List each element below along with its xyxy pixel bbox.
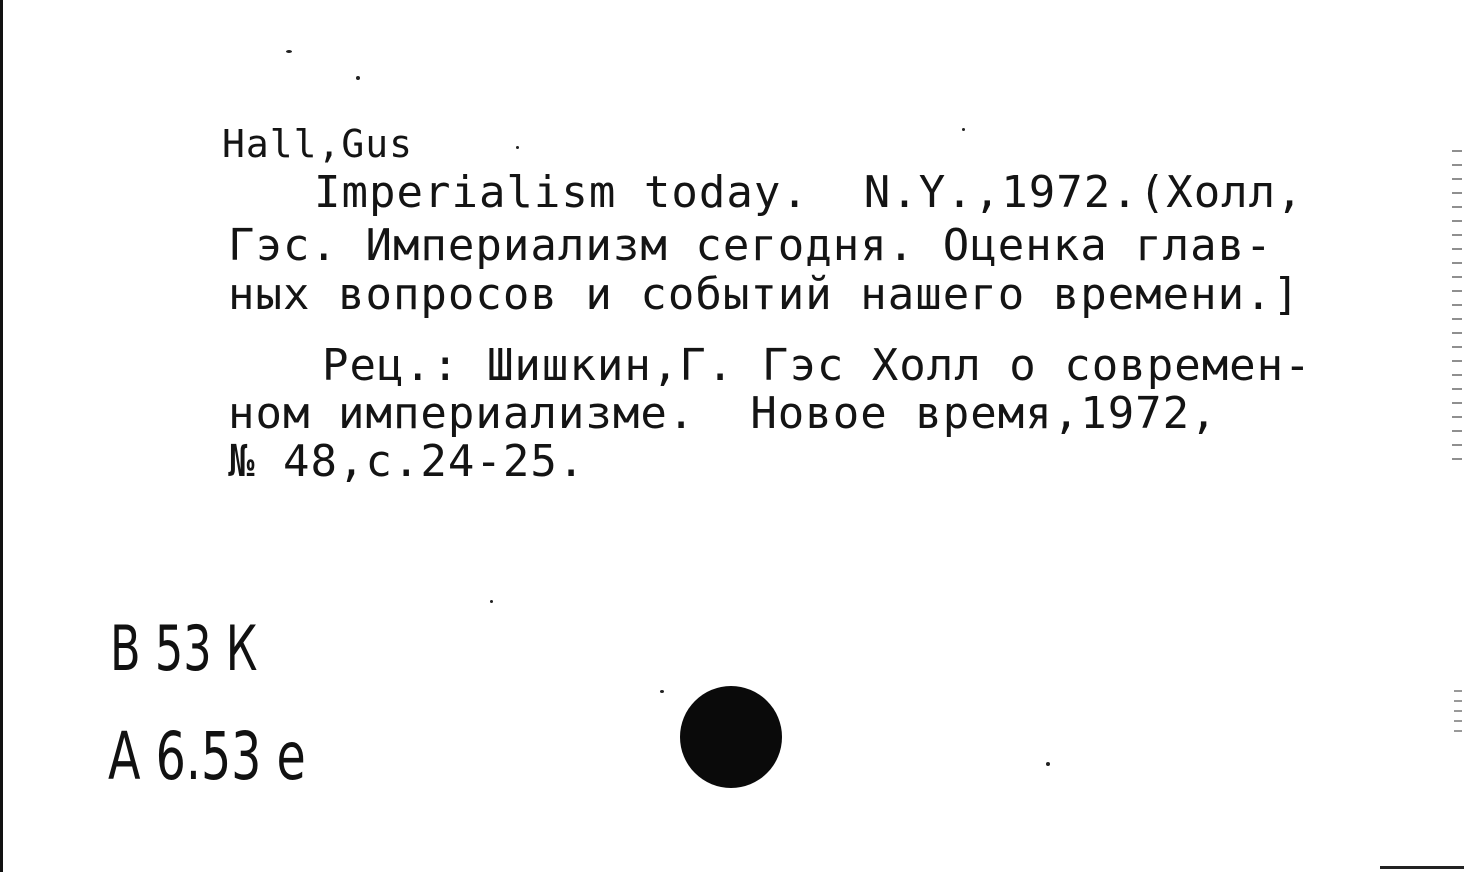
entry-line-2: Гэс. Империализм сегодня. Оценка глав-: [228, 220, 1273, 271]
entry-line-1: Imperialism today. N.Y.,1972.(Холл,: [314, 167, 1304, 218]
dust-speck: [356, 76, 360, 80]
punch-hole: [680, 686, 782, 788]
dust-speck: [660, 690, 664, 693]
entry-line-3: ных вопросов и событий нашего времени.]: [228, 269, 1301, 320]
review-line-3: № 48,с.24-25.: [228, 436, 586, 487]
handwritten-shelf-mark-2: А 6.53 е: [108, 718, 306, 795]
card-bottom-rule: [1380, 866, 1464, 869]
dust-speck: [490, 600, 493, 603]
dust-speck: [516, 146, 519, 149]
dust-speck: [1046, 762, 1050, 766]
card-left-edge: [0, 0, 3, 872]
dust-speck: [286, 50, 292, 53]
author-heading: Hall,Gus: [222, 122, 414, 166]
review-line-2: ном империализме. Новое время,1972,: [228, 388, 1218, 439]
dust-speck: [962, 128, 965, 131]
card-edge-marks: [1452, 150, 1462, 470]
review-line-1: Рец.: Шишкин,Г. Гэс Холл о современ-: [322, 340, 1312, 391]
card-edge-marks: [1454, 690, 1462, 740]
handwritten-shelf-mark-1: В 53 К: [110, 612, 258, 685]
